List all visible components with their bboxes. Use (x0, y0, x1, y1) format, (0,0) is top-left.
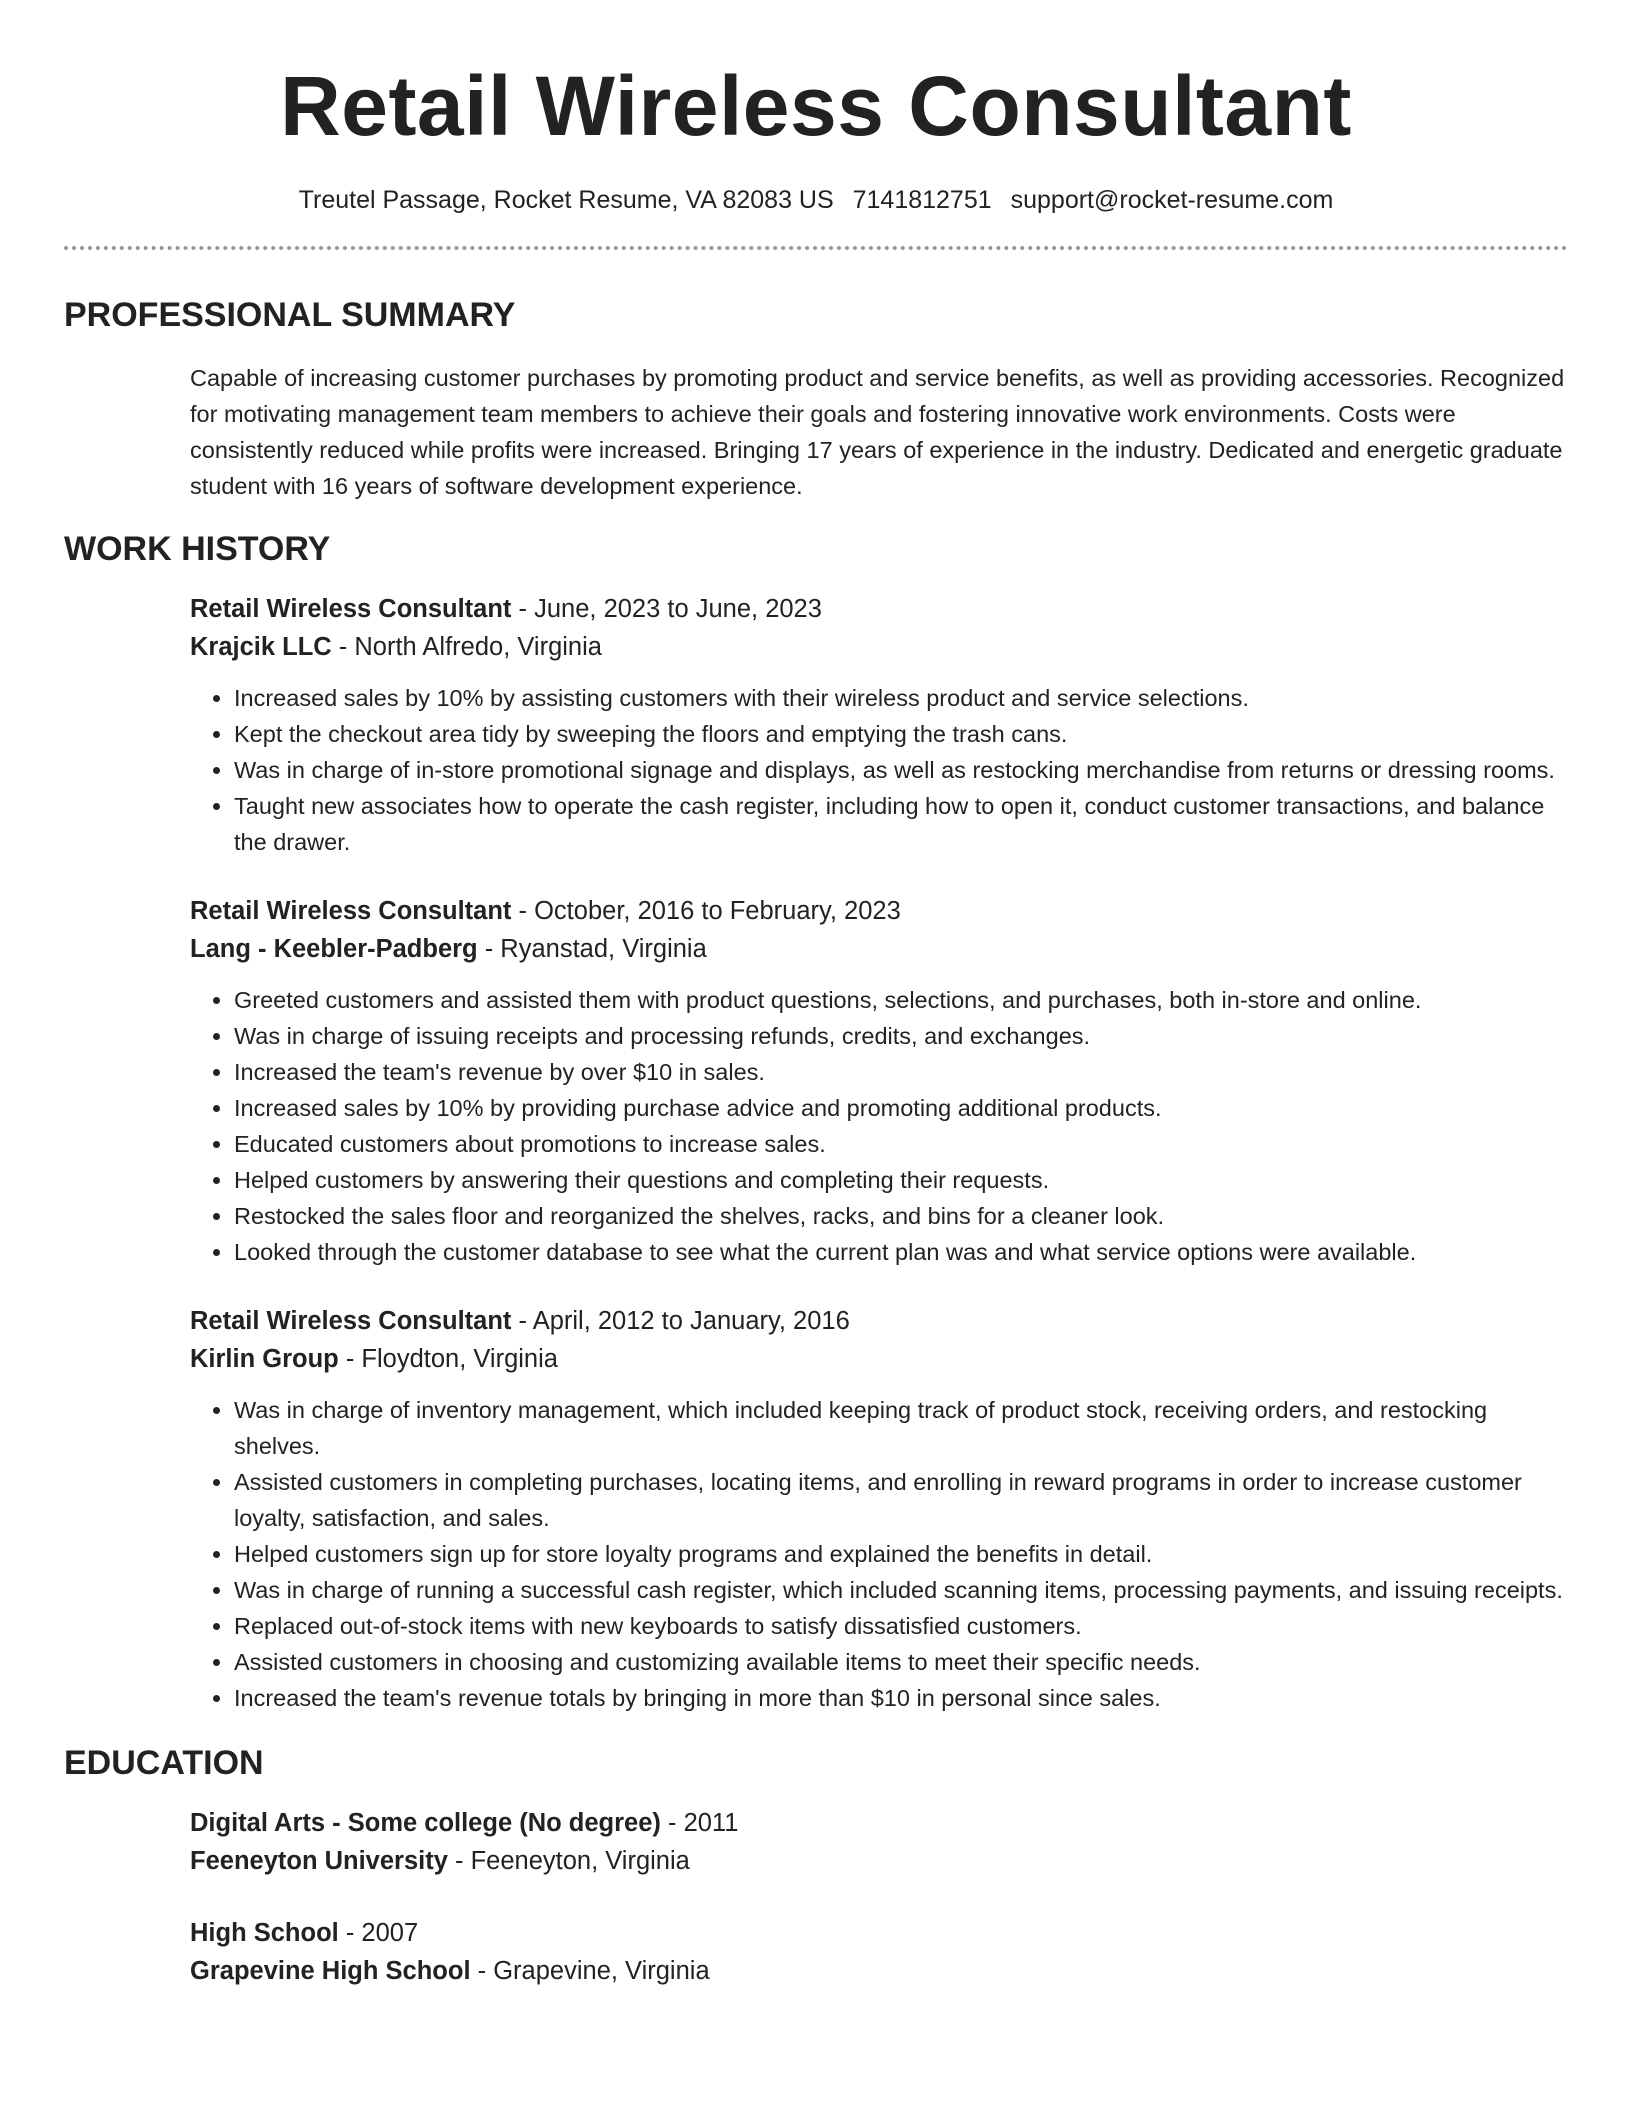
education-location: - Feeneyton, Virginia (447, 1847, 690, 1875)
job-role: Retail Wireless Consultant (190, 897, 512, 925)
job-bullet: • Helped customers by answering their questions and completing their requests. (234, 1162, 1568, 1198)
job-location: - Ryanstad, Virginia (477, 935, 707, 963)
education-school-line (190, 1952, 1568, 1990)
job-bullet: • Increased the team's revenue totals by bringing in more than $10 in personal since sales. (234, 1680, 1568, 1716)
job-dates: - October, 2016 to February, 2023 (511, 897, 901, 925)
job-bullet: • Assisted customers in choosing and customizing available items to meet their specific needs. (234, 1644, 1568, 1680)
job-company: Krajcik LLC (190, 633, 332, 661)
job-title-line (190, 590, 1568, 628)
education-school: Grapevine High School (190, 1957, 471, 1985)
job-company-line (190, 628, 1568, 666)
job-bullet: • Was in charge of in-store promotional signage and displays, as well as restocking merchandise from returns or dressing rooms. (234, 752, 1568, 788)
job-bullets (190, 982, 1568, 1270)
education-entry (190, 1804, 1568, 1880)
job-bullet: • Helped customers sign up for store loyalty programs and explained the benefits in detail. (234, 1536, 1568, 1572)
header-divider (64, 246, 1568, 250)
education-school-line (190, 1842, 1568, 1880)
job-bullet: • Was in charge of running a successful cash register, which included scanning items, processing payments, and issuing receipts. (234, 1572, 1568, 1608)
job-bullet: • Kept the checkout area tidy by sweeping the floors and emptying the trash cans. (234, 716, 1568, 752)
job-role: Retail Wireless Consultant (190, 595, 512, 623)
job-bullet: • Looked through the customer database to see what the current plan was and what service options were available. (234, 1234, 1568, 1270)
education-year: - 2007 (338, 1919, 419, 1947)
job-entry (190, 1302, 1568, 1716)
job-entry (190, 892, 1568, 1270)
candidate-name: Retail Wireless Consultant (280, 59, 1352, 153)
section-title-work-history: WORK HISTORY (64, 530, 331, 568)
job-bullet: • Increased sales by 10% by assisting customers with their wireless product and service selections. (234, 680, 1568, 716)
education-school: Feeneyton University (190, 1847, 448, 1875)
education-entry (190, 1914, 1568, 1990)
work-history-list (190, 590, 1568, 1716)
job-bullet: • Increased sales by 10% by providing purchase advice and promoting additional products. (234, 1090, 1568, 1126)
section-title-summary: PROFESSIONAL SUMMARY (64, 296, 516, 334)
section-title-education: EDUCATION (64, 1744, 264, 1782)
education-degree-line (190, 1804, 1568, 1842)
job-location: - Floydton, Virginia (338, 1345, 558, 1373)
job-title-line (190, 1302, 1568, 1340)
job-bullet: • Greeted customers and assisted them with product questions, selections, and purchases, both in-store and online. (234, 982, 1568, 1018)
job-title-line (190, 892, 1568, 930)
job-bullet: • Educated customers about promotions to increase sales. (234, 1126, 1568, 1162)
contact-line (64, 184, 1568, 216)
job-location: - North Alfredo, Virginia (331, 633, 602, 661)
education-degree-line (190, 1914, 1568, 1952)
job-entry (190, 590, 1568, 860)
job-dates: - April, 2012 to January, 2016 (511, 1307, 850, 1335)
education-list (190, 1804, 1568, 1990)
job-company: Lang - Keebler-Padberg (190, 935, 478, 963)
job-bullet: • Assisted customers in completing purchases, locating items, and enrolling in reward programs in order to increase customer loyalty, satisfaction, and sales. (234, 1464, 1568, 1536)
job-bullets (190, 1392, 1568, 1716)
job-company-line (190, 930, 1568, 968)
job-role: Retail Wireless Consultant (190, 1307, 512, 1335)
job-bullet: • Increased the team's revenue by over $10 in sales. (234, 1054, 1568, 1090)
job-bullet: • Replaced out-of-stock items with new keyboards to satisfy dissatisfied customers. (234, 1608, 1568, 1644)
contact-address: Treutel Passage, Rocket Resume, VA 82083 US (298, 186, 834, 214)
job-bullet: • Was in charge of issuing receipts and processing refunds, credits, and exchanges. (234, 1018, 1568, 1054)
job-bullet: • Was in charge of inventory management, which included keeping track of product stock, receiving orders, and restocking shelves. (234, 1392, 1568, 1464)
education-location: - Grapevine, Virginia (470, 1957, 710, 1985)
job-bullet: • Taught new associates how to operate the cash register, including how to open it, conduct customer transactions, and balance the drawer. (234, 788, 1568, 860)
job-dates: - June, 2023 to June, 2023 (511, 595, 822, 623)
job-company-line (190, 1340, 1568, 1378)
contact-phone: 7141812751 (852, 186, 992, 214)
job-bullet: • Restocked the sales floor and reorganized the shelves, racks, and bins for a cleaner look. (234, 1198, 1568, 1234)
education-degree: High School (190, 1919, 339, 1947)
education-year: - 2011 (660, 1809, 739, 1837)
job-bullets (190, 680, 1568, 860)
summary-text: Capable of increasing customer purchases by promoting product and service benefits, as well as providing accessories. Recognized for motivating management team members to achieve their goals and fostering innovative work environments. Costs were consistently reduced while profits were increased. Bringing 17 years of experience in the industry. Dedicated and energetic graduate student with 16 years of software development experience. (190, 365, 1565, 499)
contact-email: support@rocket-resume.com (1010, 186, 1334, 214)
job-company: Kirlin Group (190, 1345, 339, 1373)
education-degree: Digital Arts - Some college (No degree) (190, 1809, 661, 1837)
